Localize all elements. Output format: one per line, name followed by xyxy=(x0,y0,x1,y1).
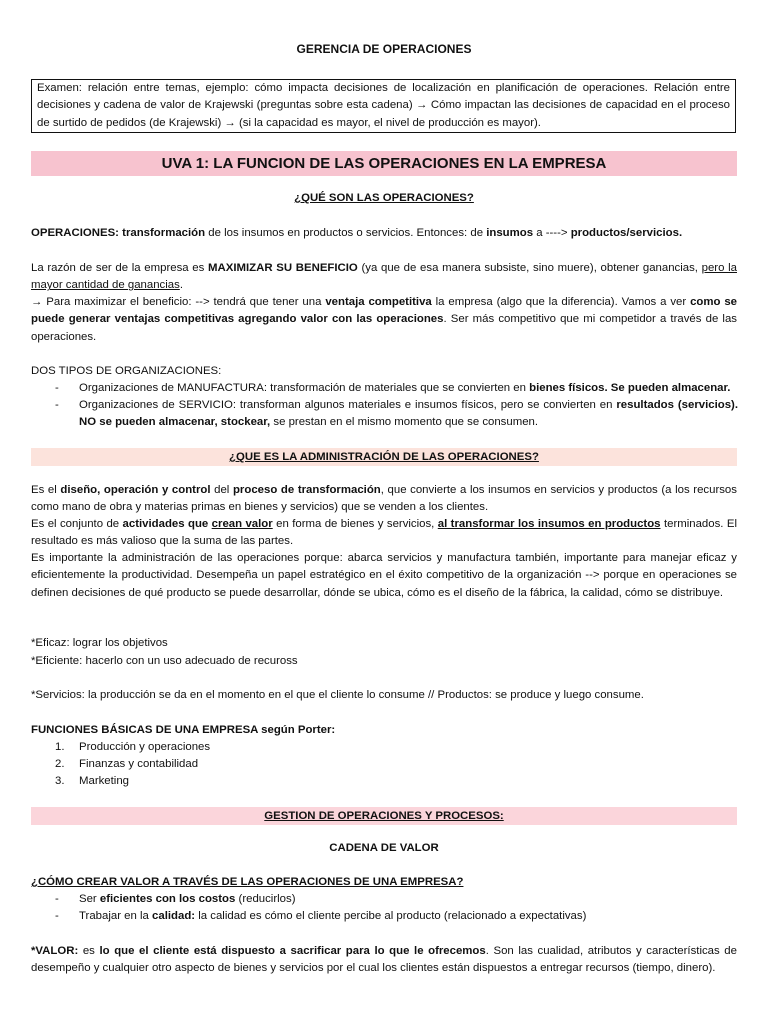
uva-heading: UVA 1: LA FUNCION DE LAS OPERACIONES EN LA EMPRESA xyxy=(31,151,737,176)
exam-note-text: Examen: relación entre temas, ejemplo: cómo impacta decisiones de localización en planificación de operaciones. Relación entre decisiones y cadena de valor de Krajewski (preguntas sobre esta cadena) → Cómo impactan las decisiones de capacidad en el proceso de surtido de pedidos (de Krajewski) → (si la capacidad es mayor, el nivel de producción es mayor). xyxy=(37,82,730,129)
list-item: - Organizaciones de SERVICIO: transforman algunos materiales e insumos físicos, pero se convierten en resultados (servicios). NO se pueden almacenar, stockear, se prestan en el mismo momento que se consumen. xyxy=(55,399,739,429)
crear-valor-heading: ¿CÓMO CREAR VALOR A TRAVÉS DE LAS OPERACIONES DE UNA EMPRESA? xyxy=(31,876,464,888)
list-item: - Trabajar en la calidad: la calidad es cómo el cliente percibe al producto (relacionado a expectativas) xyxy=(55,910,587,922)
exam-note-box xyxy=(31,79,736,133)
paragraph-razon-de-ser: La razón de ser de la empresa es MAXIMIZAR SU BENEFICIO (ya que de esa manera subsiste, sino muere), obtener ganancias, pero la mayor cantidad de ganancias. xyxy=(31,262,737,292)
note-eficiente: *Eficiente: hacerlo con un uso adecuado de recuross xyxy=(31,655,298,667)
paragraph-valor: *VALOR: es lo que el cliente está dispuesto a sacrificar para lo que le ofrecemos. Son las cualidad, atributos y características de desempeño y cualquier otro aspecto de bienes y servicios por el cual los clientes están dispuestos a entregar recursos (tiempo, dinero). xyxy=(31,945,737,975)
list-item: 1. Producción y operaciones xyxy=(55,741,211,753)
paragraph-crear-valor: Es el conjunto de actividades que crean valor en forma de bienes y servicios, al transformar los insumos en productos terminados. El resultado es más valioso que la suma de las partes. xyxy=(31,518,737,548)
cadena-de-valor-heading: CADENA DE VALOR xyxy=(329,842,439,854)
org-types-title: DOS TIPOS DE ORGANIZACIONES: xyxy=(31,365,222,377)
document-title: GERENCIA DE OPERACIONES xyxy=(296,42,472,56)
list-item: 3. Marketing xyxy=(55,775,130,787)
section-heading-administracion: ¿QUE ES LA ADMINISTRACIÓN DE LAS OPERACIONES? xyxy=(31,448,737,466)
funciones-title: FUNCIONES BÁSICAS DE UNA EMPRESA según Porter: xyxy=(31,724,336,736)
paragraph-operaciones-definicion: OPERACIONES: transformación de los insumos en productos o servicios. Entonces: de insumos a ----> productos/servicios. xyxy=(31,227,683,239)
paragraph-ventaja-competitiva: → Para maximizar el beneficio: --> tendrá que tener una ventaja competitiva la empresa (algo que la diferencia). Vamos a ver como se puede generar ventajas competitivas agregando valor con las operaciones. Ser más competitivo que mi competidor a través de las operaciones. xyxy=(31,296,737,343)
list-item: - Ser eficientes con los costos (reducirlos) xyxy=(55,893,296,905)
note-servicios: *Servicios: la producción se da en el momento en el que el cliente lo consume // Productos: se produce y luego consume. xyxy=(31,689,644,701)
section-heading-operaciones: ¿QUÉ SON LAS OPERACIONES? xyxy=(294,192,474,204)
section-heading-gestion: GESTION DE OPERACIONES Y PROCESOS: xyxy=(31,807,737,825)
paragraph-diseno-operacion: Es el diseño, operación y control del proceso de transformación, que convierte a los insumos en servicios y productos (a los recursos como mano de obra y materias primas en bienes y servicios) que se venden a los clientes. xyxy=(31,484,737,514)
list-item: 2. Finanzas y contabilidad xyxy=(55,758,199,770)
note-eficaz: *Eficaz: lograr los objetivos xyxy=(31,637,168,649)
list-item: - Organizaciones de MANUFACTURA: transformación de materiales que se convierten en bienes físicos. Se pueden almacenar. xyxy=(55,382,731,394)
paragraph-importancia: Es importante la administración de las operaciones porque: abarca servicios y manufactura también, importante para manejar eficaz y eficientemente la productividad. Desempeña un papel estratégico en el éxito competitivo de la organización --> porque en operaciones se definen decisiones de qué producto se puede desarrollar, dónde se ubica, cómo es el diseño de la fábrica, la calidad, cómo se distribuye. xyxy=(31,552,737,599)
